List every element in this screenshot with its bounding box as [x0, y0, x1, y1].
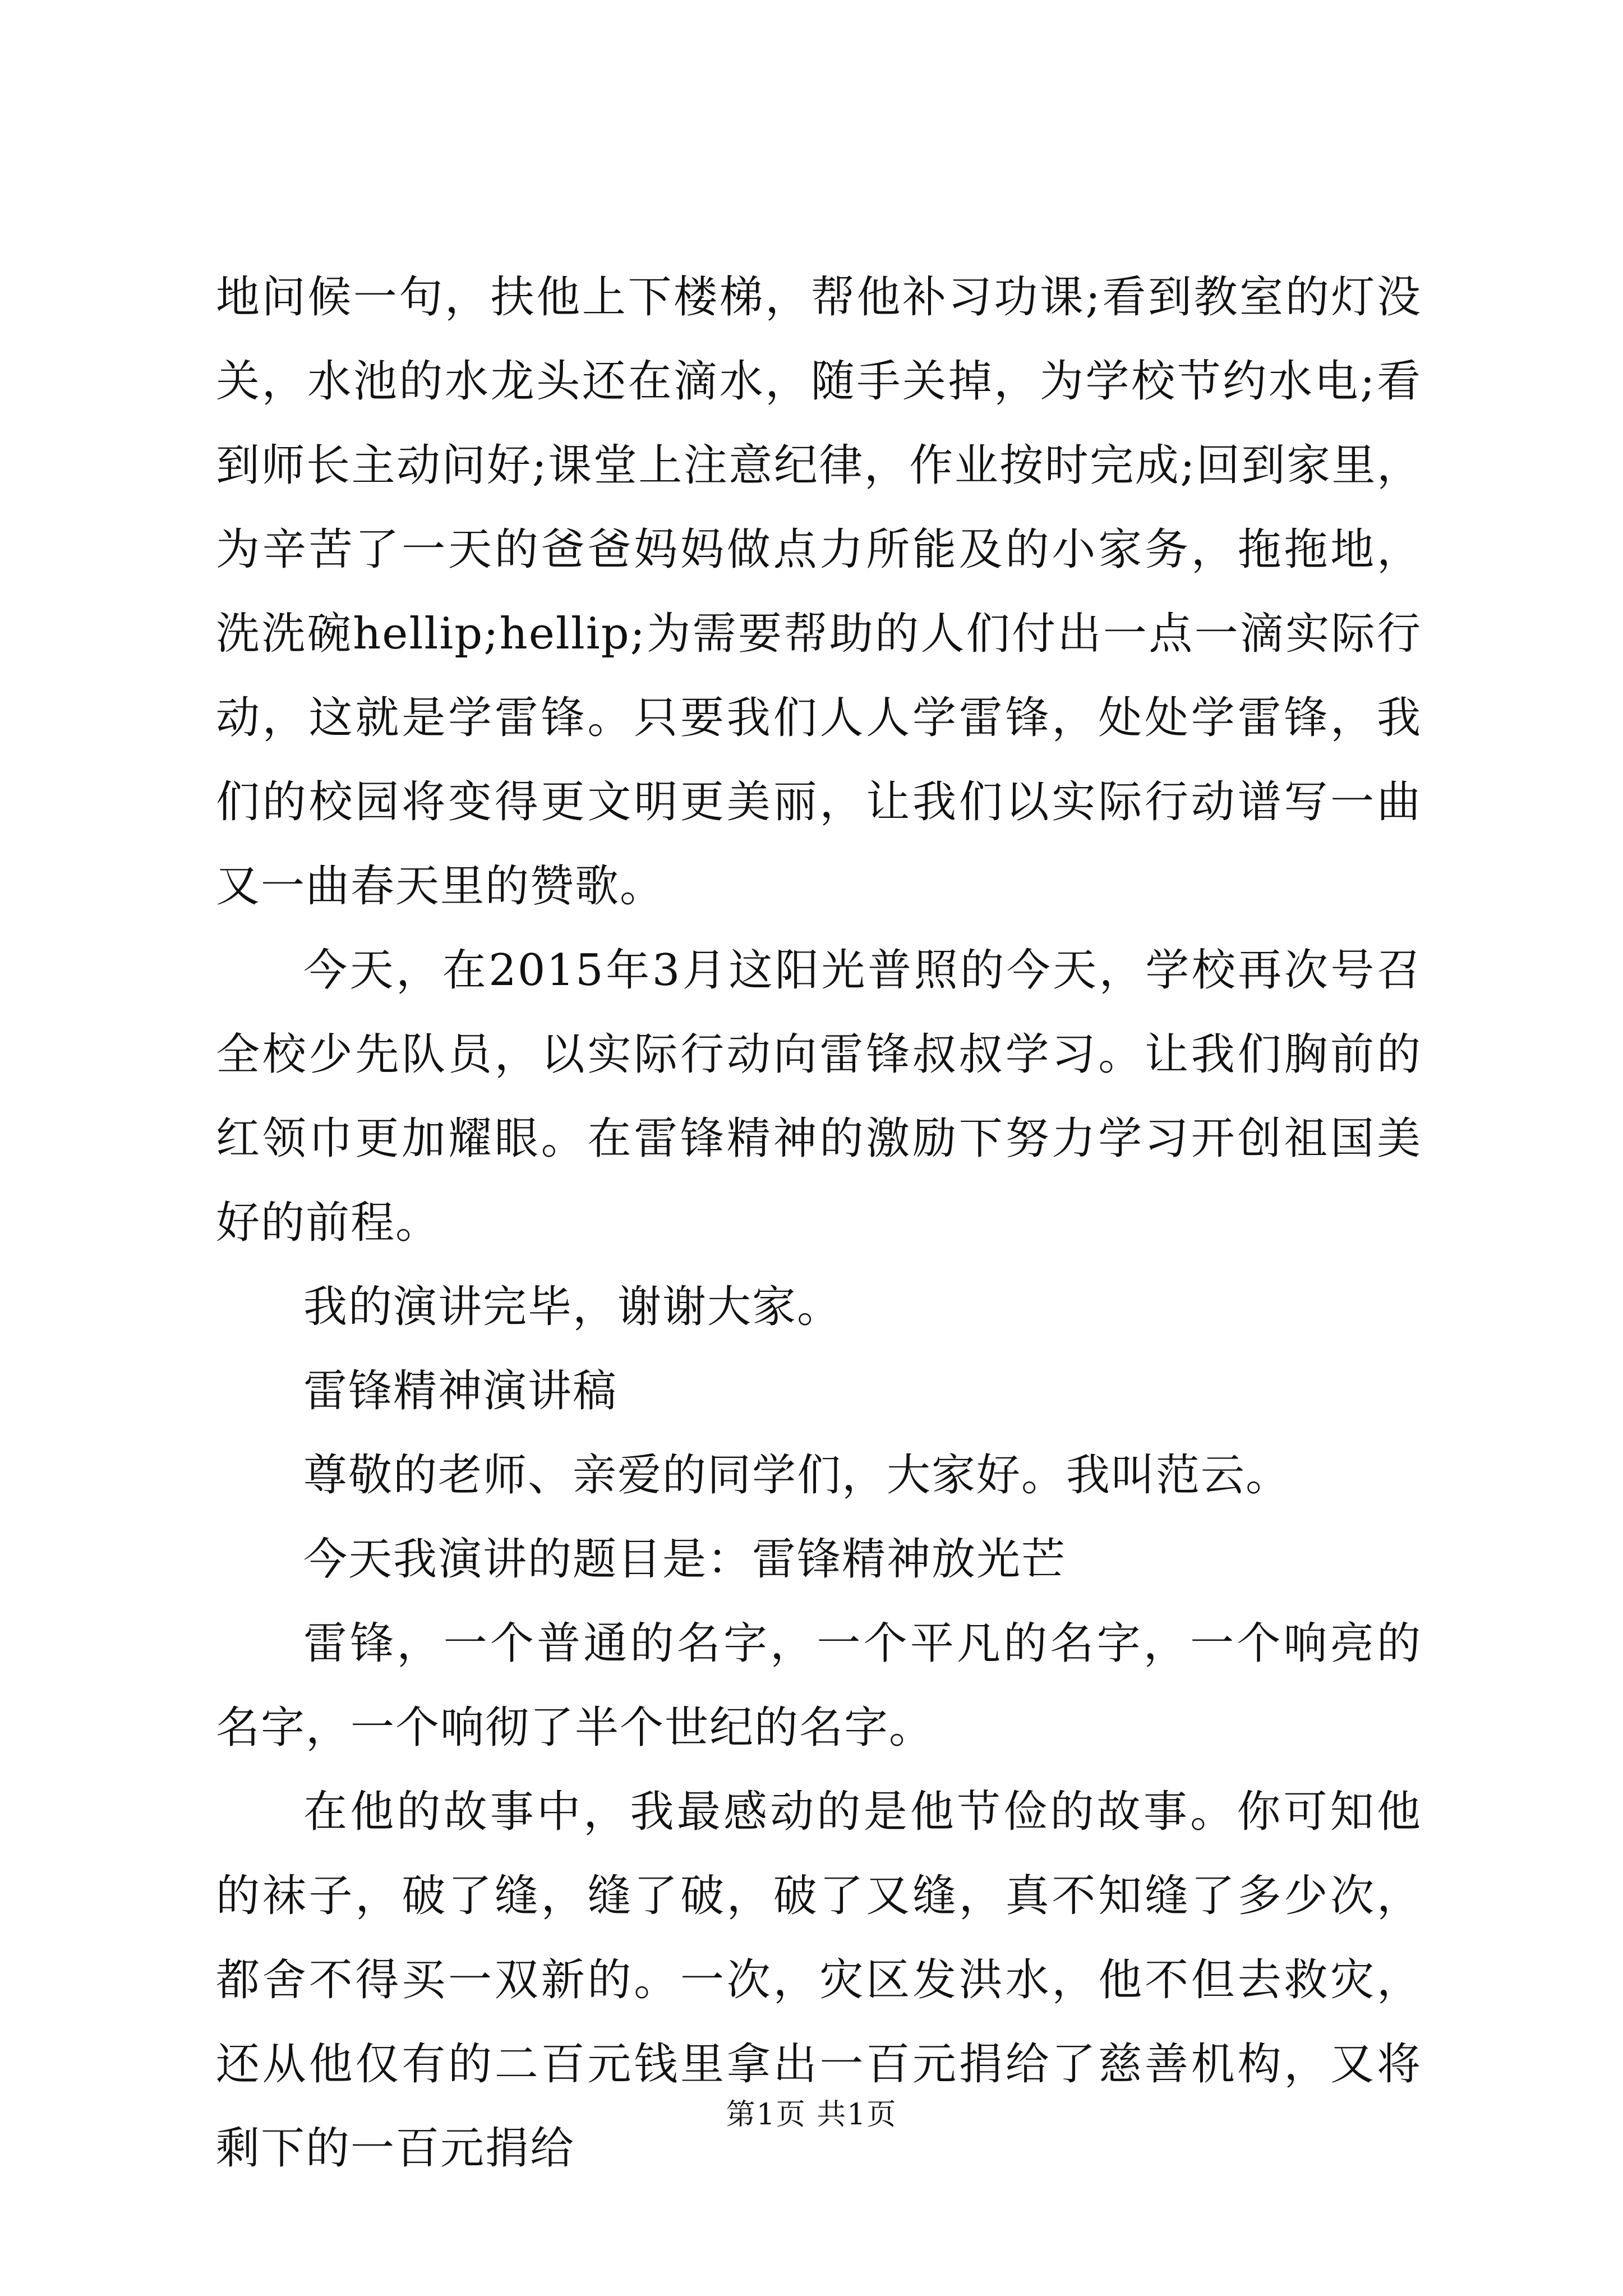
document-body — [216, 255, 1422, 2191]
paragraph-7: 雷锋，一个普通的名字，一个平凡的名字，一个响亮的名字，一个响彻了半个世纪的名字。 — [216, 1618, 1422, 1753]
page-footer: 第1页 共1页 — [726, 2098, 897, 2132]
paragraph-2: 今天，在2015年3月这阳光普照的今天，学校再次号召全校少先队员，以实际行动向雷锋叔叔学习。让我们胸前的红领巾更加耀眼。在雷锋精神的激励下努力学习开创祖国美好的前程。 — [216, 945, 1422, 1248]
paragraph-5: 尊敬的老师、亲爱的同学们，大家好。我叫范云。 — [303, 1450, 1291, 1501]
paragraph-3: 我的演讲完毕，谢谢大家。 — [303, 1282, 842, 1332]
paragraph-1: 地问候一句，扶他上下楼梯，帮他补习功课;看到教室的灯没关，水池的水龙头还在滴水，随手关掉，为学校节约水电;看到师长主动问好;课堂上注意纪律，作业按时完成;回到家里，为辛苦了一天的爸爸妈妈做点力所能及的小家务，拖拖地，洗洗碗hellip;hellip;为需要帮助的人们付出一点一滴实际行动，这就是学雷锋。只要我们人人学雷锋，处处学雷锋，我们的校园将变得更文明更美丽，让我们以实际行动谱写一曲又一曲春天里的赞歌。 — [216, 272, 1422, 912]
paragraph-4-heading: 雷锋精神演讲稿 — [303, 1366, 618, 1416]
paragraph-8: 在他的故事中，我最感动的是他节俭的故事。你可知他的袜子，破了缝，缝了破，破了又缝，真不知缝了多少次，都舍不得买一双新的。一次，灾区发洪水，他不但去救灾，还从他仅有的二百元钱里拿出一百元捐给了慈善机构，又将剩下的一百元捐给 — [216, 1787, 1422, 2174]
paragraph-6: 今天我演讲的题目是：雷锋精神放光芒 — [303, 1534, 1067, 1585]
